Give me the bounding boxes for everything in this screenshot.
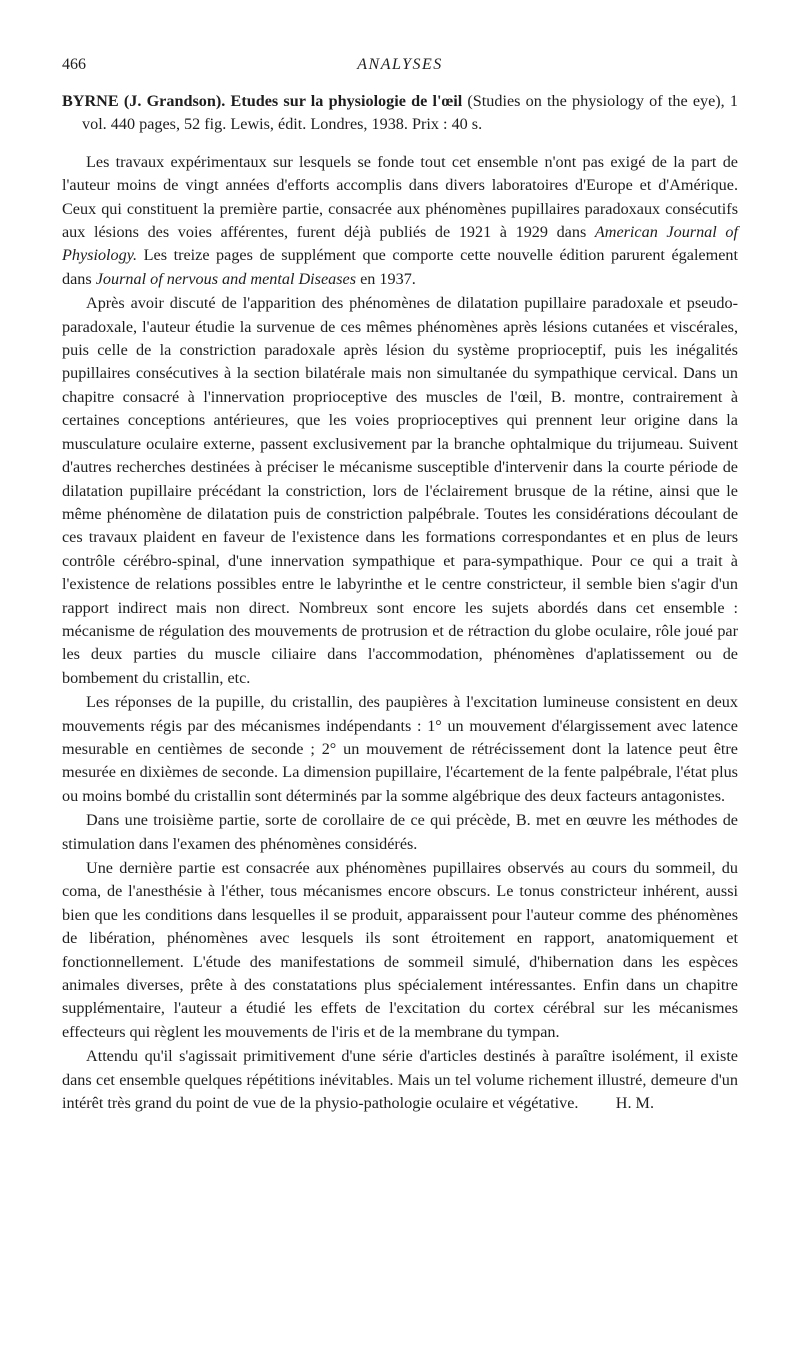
signature: H. M. bbox=[615, 1094, 654, 1113]
paragraph-1-text-c: en 1937. bbox=[356, 269, 416, 288]
journal-title-nervous: Journal of nervous and mental Diseases bbox=[95, 269, 357, 288]
running-head: ANALYSES bbox=[357, 56, 443, 73]
journal-title-physiology: American Journal of Physiology. bbox=[62, 223, 738, 265]
paragraph-1 bbox=[62, 151, 738, 291]
paragraph-1-text-b: Les treize pages de supplément que comporte cette nouvelle édition parurent également dans bbox=[62, 246, 738, 288]
paragraph-3: Les réponses de la pupille, du cristallin, des paupières à l'excitation lumineuse consistent en deux mouvements régis par des mécanismes indépendants : 1° un mouvement d'élargissement avec latence mesurable en centièmes de seconde ; 2° un mouvement de rétrécissement dont la latence peut être mesurée en dixièmes de seconde. La dimension pupillaire, l'écartement de la fente palpébrale, l'état plus ou moins bombé du cristallin sont déterminés par la somme algébrique des deux facteurs antagonistes. bbox=[62, 693, 738, 805]
paragraph-4: Dans une troisième partie, sorte de corollaire de ce qui précède, B. met en œuvre les méthodes de stimulation dans l'examen des phénomènes considérés. bbox=[62, 811, 738, 853]
reference-author: BYRNE (J. Grandson). bbox=[62, 92, 226, 110]
book-reference bbox=[62, 90, 738, 137]
paragraph-6 bbox=[62, 1045, 738, 1115]
paragraph-2: Après avoir discuté de l'apparition des phénomènes de dilatation pupillaire paradoxale et pseudo-paradoxale, l'auteur étudie la survenue de ces mêmes phénomènes après lésions cutanées et viscérales, puis celle de la constriction paradoxale après lésion du système proprioceptif, puis les inégalités pupillaires consécutives à la section bilatérale mais non simultanée du sympathique cervical. Dans un chapitre consacré à l'innervation proprioceptive des muscles de l'œil, B. montre, contrairement à certaines conceptions antérieures, que les voies proprioceptives qui prennent leur origine dans la musculature oculaire externe, passent exclusivement par la branche ophtalmique du trijumeau. Suivent d'autres recherches destinées à préciser le mécanisme susceptible d'intervenir dans la courte période de dilatation pupillaire précédant la constriction, lors de l'éclairement brusque de la rétine, ainsi que le même phénomène de dilatation puis de constriction palpébrale. Toutes les considérations découlant de ces travaux plaident en faveur de l'existence dans les formations correspondantes et en plus de leurs contrôle cérébro-spinal, d'une innervation sympathique et para-sympathique. Pour ce qui a trait à l'existence de relations possibles entre le labyrinthe et le centre constricteur, il semble bien s'agir d'un rapport indirect mais non direct. Nombreux sont encore les sujets abordés dans cet ensemble : mécanisme de régulation des mouvements de protrusion et de rétraction du globe oculaire, rôle joué par les deux parties du muscle ciliaire dans l'accommodation, phénomènes d'aplatissement ou de bombement du cristallin, etc. bbox=[62, 294, 738, 687]
paragraph-1-text-a: Les travaux expérimentaux sur lesquels se fonde tout cet ensemble n'ont pas exigé de la part de l'auteur moins de vingt années d'efforts accomplis dans divers laboratoires d'Europe et d'Amérique. Ceux qui constituent la première partie, consacrée aux phénomènes pupillaires paradoxaux consécutifs aux lésions des voies afférentes, furent déjà publiés de 1921 à 1929 dans bbox=[62, 152, 738, 242]
page-number: 466 bbox=[62, 56, 86, 73]
reference-title: Etudes sur la physiologie de l'œil bbox=[230, 92, 463, 110]
reference-details: (Studies on the physiology of the eye), 1 vol. 440 pages, 52 fig. Lewis, édit. Londres, 1938. Prix : 40 s. bbox=[82, 92, 739, 134]
article-body bbox=[62, 90, 738, 1116]
paragraph-6-text: Attendu qu'il s'agissait primitivement d'une série d'articles destinés à paraître isolément, il existe dans cet ensemble quelques répétitions inévitables. Mais un tel volume richement illustré, demeure d'un intérêt très grand du point de vue de la physio-pathologie oculaire et végétative. bbox=[62, 1047, 738, 1113]
page-header bbox=[62, 56, 738, 80]
paragraph-5: Une dernière partie est consacrée aux phénomènes pupillaires observés au cours du sommeil, du coma, de l'anesthésie à l'éther, tous mécanismes encore obscurs. Le tonus constricteur inhérent, aussi bien que les conditions dans lesquelles il se produit, apparaissent pour l'auteur comme des phénomènes de libération, phénomènes avec lesquels ils sont étroitement en rapport, anatomiquement et fonctionnellement. L'étude des manifestations de sommeil simulé, d'hibernation dans les espèces animales diverses, prête à des constatations plus spécialement intéressantes. Enfin dans un chapitre supplémentaire, l'auteur a étudié les effets de l'excitation du cortex cérébral sur les mécanismes effecteurs qui règlent les mouvements de l'iris et de la membrane du tympan. bbox=[62, 859, 738, 1041]
